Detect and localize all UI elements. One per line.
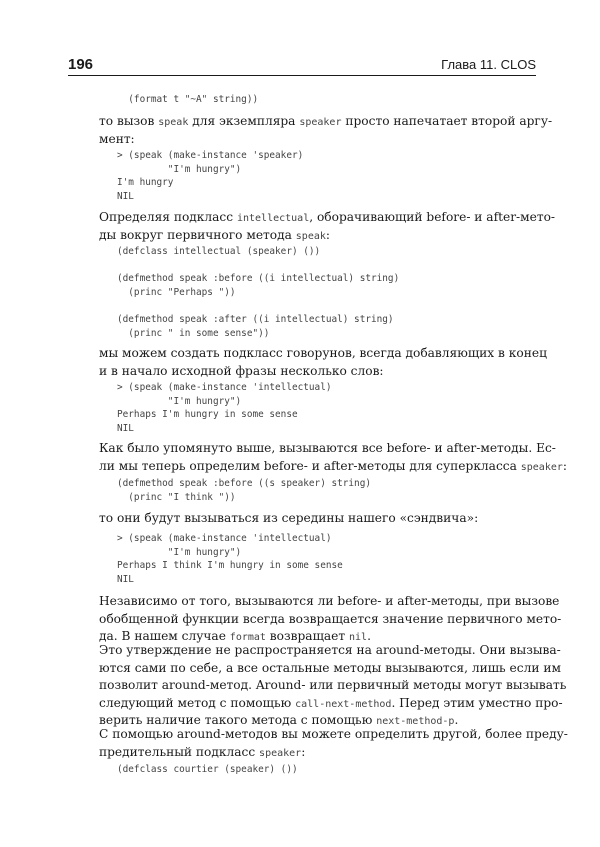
code-line: > (speak (make-instance 'intellectual) [117,533,332,544]
paragraph [99,510,536,528]
text-line: верить наличие такого метода с помощью next-method-p. [99,713,459,728]
code-block-repl-1 [117,149,303,203]
page-number: 196 [68,56,94,73]
text-line: предительный подкласс speaker: [99,744,306,759]
inline-code: speak [158,117,189,128]
code-block-definitions [117,245,399,340]
code-line: Perhaps I'm hungry in some sense [117,409,298,421]
text-line: то они будут вызываться из середины нашего «сэндвича»: [99,511,479,525]
text-line: обобщенной функции всегда возвращается значение первичного мето- [99,611,562,626]
code-line: (defmethod speak :before ((s speaker) string) [117,478,371,489]
code-line [117,259,399,273]
code-line: (defmethod speak :after ((i intellectual) string) [117,313,394,325]
paragraph [99,726,568,761]
code-line [117,299,399,313]
text-line: мент: [99,131,135,146]
inline-code: call-next-method [295,698,392,710]
code-block-format [117,93,258,107]
code-block-repl-2 [117,381,331,435]
code-line: (defclass courtier (speaker) ()) [117,764,298,775]
text-line: Как было упомянуто выше, вызываются все before- и after-методы. Ес- [99,441,556,455]
inline-code: nil [349,632,368,644]
text-line: и в начало исходной фразы несколько слов: [99,363,384,378]
text-line: Независимо от того, вызываются ли before- и after-методы, при вызове [99,594,560,608]
page-header [68,56,536,78]
code-line: > (speak (make-instance 'intellectual) [117,382,332,393]
inline-code: next-method-p [376,716,455,728]
code-line: I'm hungry [117,177,174,189]
text-line: ли мы теперь определим before- и after-методы для суперкласса speaker: [99,458,568,473]
code-line: (princ "Perhaps ")) [117,286,236,298]
code-line: (defclass intellectual (speaker) ()) [117,246,321,257]
header-rule [68,75,536,76]
code-line: "I'm hungry") [117,546,242,558]
text-line: ются сами по себе, а все остальные методы вызываются, лишь если им [99,660,561,675]
code-block-repl-3 [117,532,343,586]
code-line: NIL [117,190,134,202]
inline-code: format [229,632,266,644]
code-line: "I'm hungry") [117,163,242,175]
text-line: следующий метод с помощью call-next-method. Перед этим уместно про- [99,695,563,710]
text-line: да. В нашем случае format возвращает nil. [99,629,371,644]
paragraph [99,345,547,380]
paragraph [99,209,556,244]
paragraph [99,642,567,730]
paragraph [99,113,553,148]
text-line: позволит around-метод. Around- или первичный методы могут вызывать [99,678,567,693]
code-line: (defmethod speak :before ((i intellectual) string) [117,273,400,285]
code-line: (princ "I think ")) [117,491,236,503]
code-block-courtier [117,763,298,777]
text-line: Это утверждение не распространяется на around-методы. Они вызыва- [99,643,561,657]
inline-code: speak [295,230,326,242]
code-line: (format t "~A" string)) [117,94,259,105]
code-block-before-method [117,477,371,504]
code-line: Perhaps I think I'm hungry in some sense [117,560,343,572]
text-line: ды вокруг первичного метода speak: [99,227,330,242]
inline-code: speaker [259,747,302,759]
paragraph [99,440,568,475]
code-line: > (speak (make-instance 'speaker) [117,150,304,161]
inline-code: speaker [520,461,563,473]
code-line: "I'm hungry") [117,395,242,407]
inline-code: intellectual [236,213,310,224]
paragraph [99,593,562,646]
text-line: С помощью around-методов вы можете определить другой, более преду- [99,727,568,741]
inline-code: speaker [299,117,342,128]
text-line: то вызов speak для экземпляра speaker просто напечатает второй аргу- [99,114,553,128]
code-line: NIL [117,573,134,585]
code-line: (princ " in some sense")) [117,327,270,339]
chapter-title: Глава 11. CLOS [441,57,536,72]
text-line: мы можем создать подкласс говорунов, всегда добавляющих в конец [99,346,547,360]
text-line: Определяя подкласс intellectual, оборачивающий before- и after-мето- [99,210,556,224]
code-line: NIL [117,422,134,434]
